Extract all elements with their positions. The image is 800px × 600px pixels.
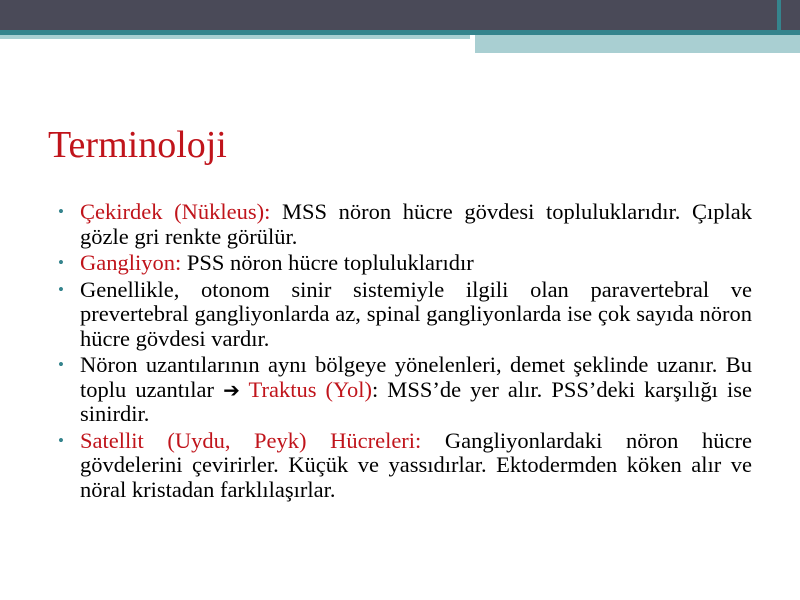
bullet-text: : MSS’de yer alır. PSS’deki karşılığı ise sinirdir. xyxy=(80,376,752,426)
bullet-text: Genellikle, otonom sinir sistemiyle ilgili olan paravertebral ve prevertebral gangliyonlarda az, spinal gangliyonlarda ise çok sayıda nöron hücre gövdesi vardır. xyxy=(80,276,752,351)
header-bar-light-right xyxy=(475,35,800,53)
bullet-list xyxy=(58,200,752,504)
bullet-item xyxy=(58,278,752,352)
header-corner-dark xyxy=(781,0,800,30)
arrow-right-icon: ➔ xyxy=(223,377,240,402)
slide-title: Terminoloji xyxy=(48,124,227,166)
bullet-term: Traktus (Yol) xyxy=(239,376,372,402)
bullet-text: Nöron uzantılarının aynı bölgeye yönelenleri, demet şeklinde uzanır. Bu toplu uzantılar xyxy=(80,352,752,402)
bullet-item xyxy=(58,251,752,276)
bullet-term: Satellit (Uydu, Peyk) Hücreleri: xyxy=(80,427,422,453)
bullet-icon: • xyxy=(58,202,64,221)
bullet-icon: • xyxy=(58,279,64,299)
bullet-text: PSS nöron hücre topluluklarıdır xyxy=(181,250,474,275)
bullet-icon: • xyxy=(58,253,64,272)
bullet-item xyxy=(58,353,752,427)
bullet-icon: • xyxy=(58,430,64,450)
bullet-term: Gangliyon: xyxy=(80,250,182,275)
bullet-term: Çekirdek (Nükleus): xyxy=(80,199,271,224)
bullet-text: Gangliyonlardaki nöron hücre gövdelerini çevirirler. Küçük ve yassıdırlar. Ektodermden köken alır ve nöral kristadan farklılaşırlar. xyxy=(80,427,752,502)
header-bar-light-left xyxy=(0,35,470,39)
bullet-icon: • xyxy=(58,355,64,374)
bullet-item xyxy=(58,429,752,503)
bullet-item xyxy=(58,200,752,249)
header-bar-dark xyxy=(0,0,777,30)
bullet-text: MSS nöron hücre gövdesi topluluklarıdır. Çıplak gözle gri renkte görülür. xyxy=(80,199,752,249)
